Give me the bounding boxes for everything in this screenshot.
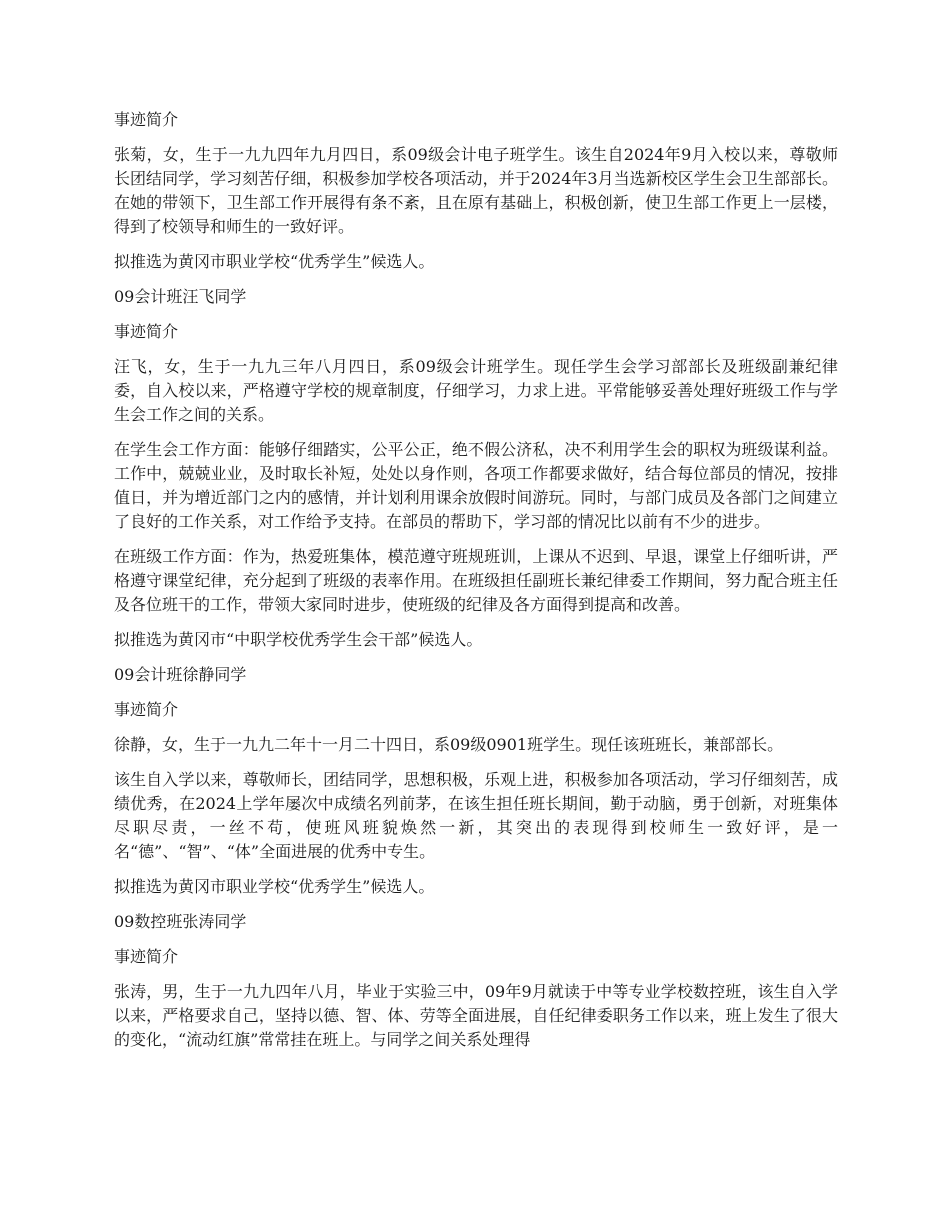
section-heading: 事迹简介 [114,700,179,719]
nomination-line: 拟推选为黄冈市职业学校“优秀学生”候选人。 [114,252,435,271]
body-paragraph: 徐静，女，生于一九九二年十一月二十四日，系09级0901班学生。现任该班班长，兼部部长。 [114,735,784,754]
document-page [114,108,838,1063]
student-title: 09会计班汪飞同学 [114,287,247,306]
body-paragraph: 在学生会工作方面：能够仔细踏实，公平公正，绝不假公济私，决不利用学生会的职权为班级谋利益。工作中，兢兢业业，及时取长补短，处处以身作则，各项工作都要求做好，结合每位部员的情况，按排值日，并为增近部门之内的感情，并计划利用课余放假时间游玩。同时，与部门成员及各部门之间建立了良好的工作关系，对工作给予支持。在部员的帮助下，学习部的情况比以前有不少的进步。 [114,440,838,531]
nomination-line: 拟推选为黄冈市职业学校“优秀学生”候选人。 [114,877,435,896]
student-title: 09会计班徐静同学 [114,665,247,684]
section-heading: 事迹简介 [114,110,179,129]
body-paragraph: 张涛，男，生于一九九四年八月，毕业于实验三中，09年9月就读于中等专业学校数控班，该生自入学以来，严格要求自己，坚持以德、智、体、劳等全面进展，自任纪律委职务工作以来，班上发生了很大的变化，“流动红旗”常常挂在班上。与同学之间关系处理得 [114,982,838,1049]
body-paragraph: 在班级工作方面：作为，热爱班集体，模范遵守班规班训，上课从不迟到、早退，课堂上仔细听讲，严格遵守课堂纪律，充分起到了班级的表率作用。在班级担任副班长兼纪律委工作期间，努力配合班主任及各位班干的工作，带领大家同时进步，使班级的纪律及各方面得到提高和改善。 [114,547,838,614]
body-paragraph: 该生自入学以来，尊敬师长，团结同学，思想积极，乐观上进，积极参加各项活动，学习仔细刻苦，成绩优秀，在2024上学年屡次中成绩名列前茅，在该生担任班长期间，勤于动脑，勇于创新，对班集体尽职尽责，一丝不苟，使班风班貌焕然一新，其突出的表现得到校师生一致好评，是一名“德”、“智”、“体”全面进展的优秀中专生。 [114,770,838,861]
student-title: 09数控班张涛同学 [114,912,247,931]
body-paragraph: 张菊，女，生于一九九四年九月四日，系09级会计电子班学生。该生自2024年9月入校以来，尊敬师长团结同学，学习刻苦仔细，积极参加学校各项活动，并于2024年3月当选新校区学生会卫生部部长。在她的带领下，卫生部工作开展得有条不紊，且在原有基础上，积极创新，使卫生部工作更上一层楼，得到了校领导和师生的一致好评。 [114,145,838,236]
section-heading: 事迹简介 [114,947,179,966]
section-heading: 事迹简介 [114,322,179,341]
body-paragraph: 汪飞，女，生于一九九三年八月四日，系09级会计班学生。现任学生会学习部部长及班级副兼纪律委，自入校以来，严格遵守学校的规章制度，仔细学习，力求上进。平常能够妥善处理好班级工作与学生会工作之间的关系。 [114,357,838,424]
nomination-line: 拟推选为黄冈市“中职学校优秀学生会干部”候选人。 [114,630,483,649]
